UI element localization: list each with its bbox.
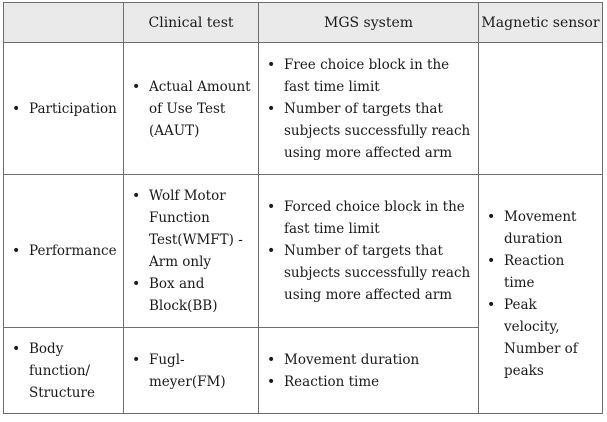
- clinical-cell: [124, 328, 259, 414]
- table-row-performance: [4, 175, 603, 328]
- mgs-item: • Number of targets that subjects successfully reach using more affected arm: [267, 98, 472, 164]
- category-cell: [4, 328, 124, 414]
- clinical-cell: [124, 175, 259, 328]
- magnetic-item: • Reaction time: [487, 250, 596, 294]
- category-label: • Body function/ Structure: [12, 338, 117, 404]
- mgs-item: • Movement duration: [267, 349, 472, 371]
- category-label: • Participation: [12, 98, 117, 120]
- clinical-item: • Fugl-meyer(FM): [132, 349, 252, 393]
- header-empty: [4, 3, 124, 43]
- comparison-table: [3, 2, 603, 414]
- clinical-cell: [124, 43, 259, 175]
- category-cell: [4, 43, 124, 175]
- category-cell: [4, 175, 124, 328]
- mgs-item: • Forced choice block in the fast time limit: [267, 196, 472, 240]
- clinical-item: • Wolf Motor Function Test(WMFT) -Arm only: [132, 185, 252, 273]
- mgs-item: • Number of targets that subjects successfully reach using more affected arm: [267, 240, 472, 306]
- mgs-cell: [259, 43, 479, 175]
- header-clinical-test: Clinical test: [124, 3, 259, 43]
- magnetic-cell-empty: [479, 43, 603, 175]
- magnetic-item: • Peak velocity, Number of peaks: [487, 294, 596, 382]
- header-magnetic-sensor: Magnetic sensor: [479, 3, 603, 43]
- mgs-cell: [259, 175, 479, 328]
- header-mgs-system: MGS system: [259, 3, 479, 43]
- clinical-item: • Actual Amount of Use Test (AAUT): [132, 76, 252, 142]
- category-label: • Performance: [12, 240, 117, 262]
- mgs-cell: [259, 328, 479, 414]
- magnetic-cell: [479, 175, 603, 414]
- table-row-participation: [4, 43, 603, 175]
- mgs-item: • Free choice block in the fast time limit: [267, 54, 472, 98]
- header-row: [4, 3, 603, 43]
- clinical-item: • Box and Block(BB): [132, 273, 252, 317]
- mgs-item: • Reaction time: [267, 371, 472, 393]
- magnetic-item: • Movement duration: [487, 206, 596, 250]
